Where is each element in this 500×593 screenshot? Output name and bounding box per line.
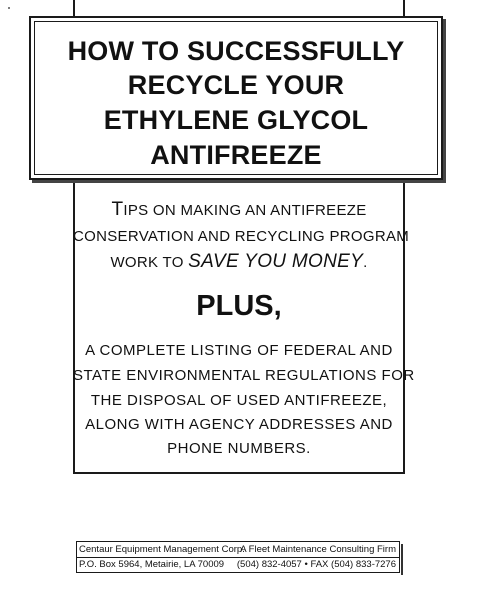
title-line-3: ETHYLENE GLYCOL bbox=[103, 105, 369, 135]
tips-line-1-text: IPS ON MAKING AN ANTIFREEZE bbox=[123, 202, 367, 219]
title-frame bbox=[29, 16, 443, 180]
title-line-4: ANTIFREEZE bbox=[150, 140, 322, 170]
scan-speck bbox=[8, 7, 10, 9]
footer-box bbox=[76, 541, 400, 573]
listing-line-1: A COMPLETE LISTING OF FEDERAL AND bbox=[85, 342, 393, 359]
title-line-2: RECYCLE YOUR bbox=[127, 70, 345, 100]
save-money-emphasis: SAVE YOU MONEY bbox=[188, 251, 364, 272]
tips-line-3 bbox=[73, 251, 405, 273]
tips-line-3-prefix: WORK TO bbox=[110, 254, 189, 271]
tips-line-2: CONSERVATION AND RECYCLING PROGRAM bbox=[73, 228, 410, 245]
tips-initial-cap: T bbox=[111, 199, 124, 220]
listing-line-3: THE DISPOSAL OF USED ANTIFREEZE, bbox=[90, 392, 388, 409]
footer-row-2 bbox=[77, 557, 399, 572]
listing-line-2: STATE ENVIRONMENTAL REGULATIONS FOR bbox=[73, 367, 415, 384]
company-phone: (504) 832-4057 • FAX (504) 833-7276 bbox=[236, 559, 396, 570]
title-line-1: HOW TO SUCCESSFULLY bbox=[67, 36, 405, 66]
title-inner-border bbox=[34, 21, 438, 175]
company-name: Centaur Equipment Management Corp. bbox=[79, 544, 245, 555]
footer-shadow bbox=[401, 544, 403, 575]
footer-row-1 bbox=[77, 542, 399, 558]
tips-line-3-end: . bbox=[363, 254, 368, 271]
plus-heading: PLUS, bbox=[196, 290, 282, 322]
listing-line-5: PHONE NUMBERS. bbox=[167, 440, 311, 457]
company-address: P.O. Box 5964, Metairie, LA 70009 bbox=[79, 559, 225, 570]
tips-line-1 bbox=[73, 199, 405, 221]
company-tagline: A Fleet Maintenance Consulting Firm bbox=[240, 544, 396, 555]
listing-line-4: ALONG WITH AGENCY ADDRESSES AND bbox=[85, 416, 393, 433]
